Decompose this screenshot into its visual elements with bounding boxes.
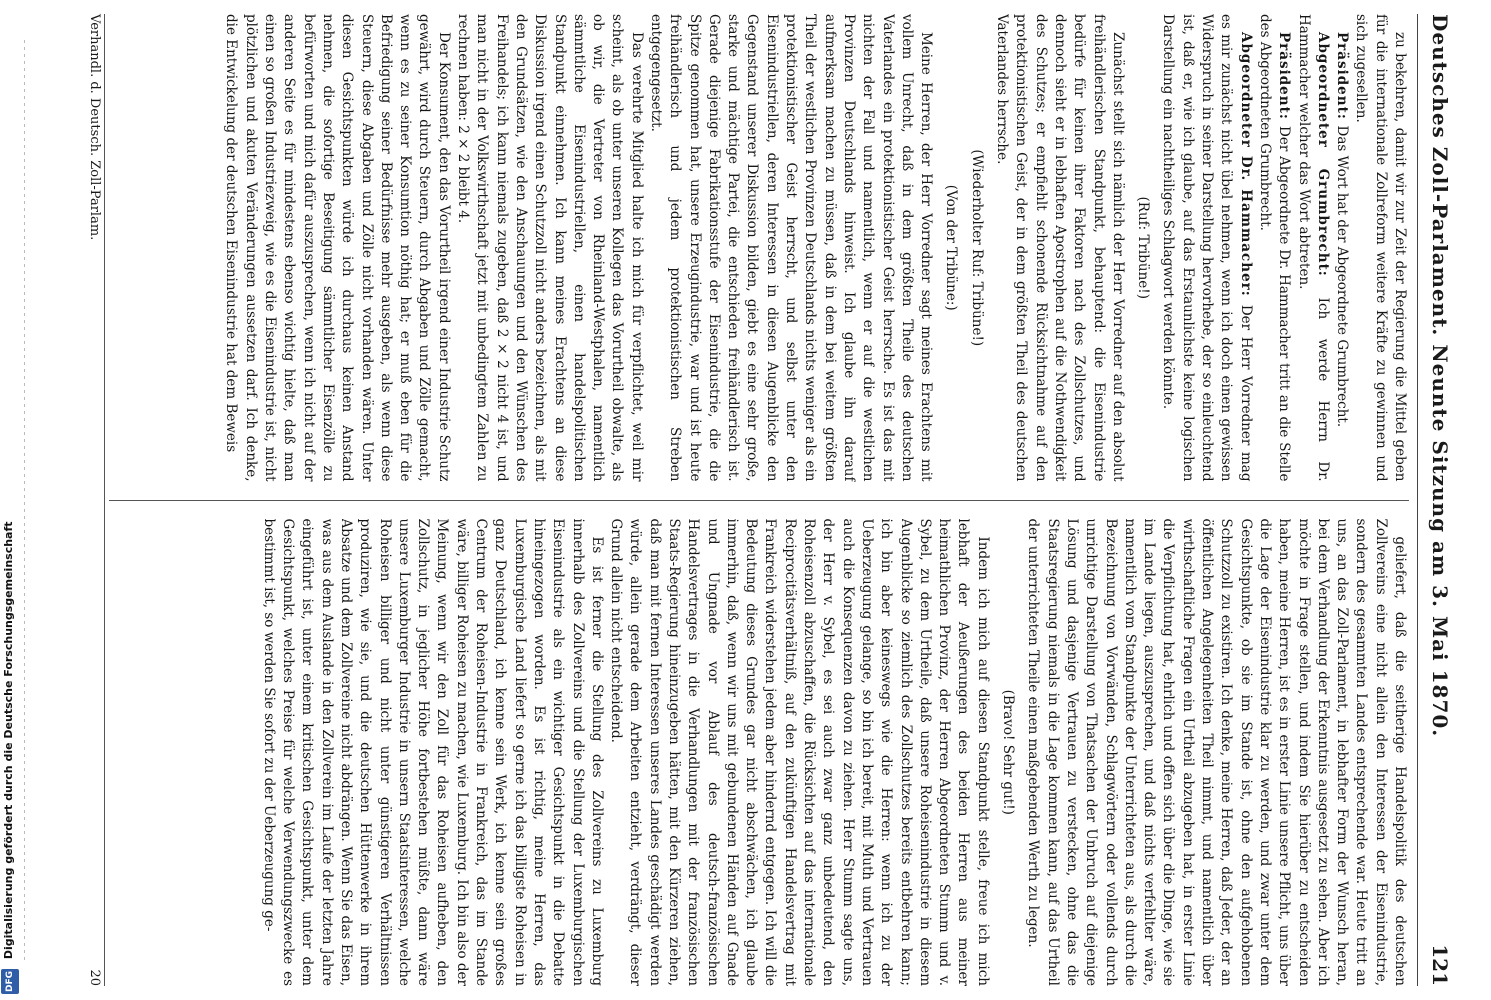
page-number: 121: [1428, 944, 1452, 986]
interjection: (Von der Tribüne:): [943, 184, 960, 311]
left-column: [109, 14, 1409, 482]
interjection: (Wiederholter Ruf: Tribüne!): [968, 149, 985, 347]
speech-paragraph: Präsident: Das Wort hat der Abgeordnete Grumbrecht.: [1334, 32, 1351, 428]
paragraph: zu bekehren, damit wir zur Zeit der Regierung die Mittel geben für die internationale Zollreform weitere Kräfte zu gewinnen und sich zugesellen.: [1353, 14, 1408, 482]
right-column: [109, 519, 1409, 987]
interjection: (Bravo! Sehr gut!): [1000, 689, 1017, 815]
page-footer: [87, 14, 105, 986]
speaker-name: Abgeordneter Grumbrecht:: [1314, 32, 1331, 298]
interjection: (Ruf: Tribüne!): [1135, 196, 1152, 299]
paragraph: geliefert, daß die seitherige Handelspolitik des deutschen Zollvereins eine nicht allein den Interessen der Eisenindustrie, sondern des gesammten Landes entsprechende war. Heute tritt an uns, an das Zoll-Parlament, in lebhafter Form der Wunsch heran, bei dem Verhandlung der Erkenntnis ausgesetzt zu sehen. Aber ich möchte in Frage stellen, und indem Sie hierüber zu entscheiden haben, meine Herren, ist es in erster Linie unsere Pflicht, uns über die Lage der Eisenindustrie klar zu werden, und zwar unter dem Gesichtspunkte, ob sie im Stande ist, ohne den aufgehobenen Schutzzoll zu existiren. Ich denke, meine Herren, daß Jeder, der an öffentlichen Angelegenheiten Theil nimmt, und namentlich über wirthschaftliche Fragen ein Urtheil abzugeben hat, in erster Linie die Verpflichtung hat, ehrlich und offen sich über die Dinge, wie sie im Lande liegen, auszusprechen, und daß nichts verfehlter wäre, namentlich vom Standpunkte der Unterrichteten aus, als durch die Bezeichnung von Vorwänden, Schlagwörtern oder vollends durch unrichtige Darstellung von Thatsachen der Unbruch auf diejenige Lösung und dasjenige Vertrauen zu verstecken, ohne das die Staatsregierung niemals in die Lage kommen kann, auf das Urtheil der unterrichteten Theile einen maßgebenden Werth zu legen.: [1025, 518, 1408, 986]
speech-paragraph: Abgeordneter Dr. Hammacher: Der Herr Vorredner mag es mir zunächst nicht übel nehmen, wenn ich doch einen gewissen Widerspruch in seiner Darstellung hervorhebe, der so einleuchtend ist, daß er, wie ich glaube, auf das Erstaunlichste keine logischen Darstellung ein nachtheiliges Schlagwort werden könnte.: [1160, 14, 1254, 482]
digitization-note: [0, 0, 18, 1000]
speaker-name: Präsident:: [1334, 32, 1351, 126]
digitization-text: Digitalisierung gefördert durch die Deutsche Forschungsgemeinschaft: [2, 521, 15, 960]
paragraph: Indem ich mich auf diesen Standpunkt stelle, freue ich mich lebhaft der Aeußerungen des beiden Herren aus meiner heimathlichen Provinz, der Herren Abgeordneten Stumm und v. Sybel, zu dem Urtheile, daß unsere Roheisenindustrie in diesem Augenblicke so ziemlich des Zollschutzes bereits entbehren kann; ich bin aber keineswegs wie die Herren: wenn ich zu der Ueberzeugung gelange, so bin ich bereit, mit Muth und Vertrauen auch die Konsequenzen davon zu ziehen. Herr Stumm sagte uns, der Herr v. Sybel, es sei auch zwar ganz unbedeutend, den Roheisenzoll abzuschaffen, die Rücksichten auf das internationale Reciprocitätsverhältniß, auf den zukünftigen Handelsvertrag mit Frankreich widerstehen jedem aber hindernd entgegen. Ich will die Bedeutung dieses Grundes gar nicht abschwächen, ich glaube immerhin, daß, wenn wir uns mit gebundenen Händen auf Gnade und Ungnade vor Ablauf des deutsch-französischen Handelsvertrages in die Verhandlungen mit der französischen Staats-Regierung hineinzugeben hätten, mit den Kürzeren ziehen, daß man mit fernen Interessen unseres Landes geschädigt werden würde, allein gerade dem Arbeiten entzieht, verdrängt, dieser Grund allein nicht entscheidend.: [608, 518, 991, 986]
footer-sheet-number: 20: [87, 969, 102, 986]
text-columns: [109, 14, 1409, 986]
footer-publication: Verhandl. d. Deutsch. Zoll-Parlam.: [87, 14, 102, 241]
speaker-name: Abgeordneter Dr. Hammacher:: [1237, 32, 1254, 305]
paragraph: Meine Herren, der Herr Vorredner sagt meines Erachtens mit vollem Unrecht, daß in dem größten Theile des deutschen Vaterlandes ein protektionistischer Geist herrsche. Es ist das mit nichten der Fall und namentlich, wenn er auf die westlichen Provinzen Deutschlands hinweist. Ich glaube ihn darauf aufmerksam machen zu müssen, daß in dem bei weitem größten Theil der westlichen Provinzen Deutschlands nichts weniger als ein protektionistischer Geist herrscht, und selbst unter den Eisenindustriellen, deren Interessen in diesen Augenblicke den Gegenstand unserer Diskussion bilden, giebt es eine sehr große, starke und mächtige Partei, die entschieden freihändlerisch ist. Gerade diejenige Fabrikationsstufe der Eisenindustrie, die die Spitze genommen hat, unsere Erzeugindustrie, war und ist heute freihändlerisch und jedem protektionistischen Streben entgegengesetzt.: [648, 14, 935, 482]
speaker-name: Präsident:: [1276, 32, 1293, 127]
paragraph: Das verehrte Mitglied halte ich mich für verpflichtet, weil mir scheint, als ob unter unseren Kollegen das Vorurtheil obwalte, als ob wir, die Vertreter von Rheinland-Westphalen, namentlich sämmtliche Eisenindustriellen, einen handelspolitischen Standpunkt einnehmen. Ich kann meines Erachtens an diese Diskussion irgend einen Schutzzoll nicht anders bezeichnen, als mit den Grundsätzen, wie den Anschauungen und den Wünschen des Freihandels; ich kann niemals zugeben, daß 2 × 2 nicht 4 ist, und man nicht in der Volkswirthschaft jetzt mit unbedingtem Zahlen zu rechnen haben: 2 × 2 bleibt 4.: [455, 14, 645, 482]
dfg-logo: DFG: [1, 969, 19, 994]
paragraph: Der Konsument, den das Vorurtheil irgend einer Industrie Schutz gewährt, wird durch Steuern, durch Abgaben und Zölle gemacht, wenn es zu seiner Konsumtion nöthig hat; er muß eben für die Befriedigung seiner Bedürfnisse mehr ausgeben, als wenn diese Steuern, diese Abgaben und Zölle nicht vorhanden wären. Unter diesen Gesichtspunkten würde ich durchaus keinen Anstand nehmen, die sofortige Beseitigung sämmtlicher Eisenzölle zu befürworten und mich dafür auszusprechen, wenn ich nicht auf der anderen Seite es für mindestens ebenso wichtig hielte, daß man einen so großen Industriezweig, wie es die Eisenindustrie ist, nicht plötzlichen und akuten Veränderungen aussetzen darf. Ich denke, die Entwickelung der deutschen Eisenindustrie hat dem Beweis: [223, 14, 452, 482]
column-divider: [109, 500, 1409, 501]
rotated-page-content: [60, 0, 1460, 1000]
paragraph: Zunächst stellt sich nämlich der Herr Vorredner auf den absolut freihändlerischen Standpunkt, behauptend: die Eisenindustrie bedürfe für keinen ihrer Faktoren nach des Zollschutzes, und dennoch sieht er in lebhaften Apostrophen auf die Nothwendigkeit des Schutzes; er empfiehlt schonende Rücksichtnahme auf den protektionistischen Geist, der in dem größten Theil des deutschen Vaterlandes herrsche.: [994, 14, 1126, 482]
page-title: Deutsches Zoll-Parlament. Neunte Sitzung am 3. Mai 1870.: [1428, 14, 1452, 738]
paragraph: Es ist ferner die Stellung des Zollvereins zu Luxemburg innerhalb des Zollvereins und die Stellung der Luxemburgischen Eisenindustrie als ein wichtiger Gesichtspunkt in die Debatte hineingezogen worden. Es ist richtig, meine Herren, das Luxemburgische Land liefert so gerne ich das billigste Roheisen in ganz Deutschland, ich kenne sein Werk, ich kenne sein großes Centrum der Roheisen-Industrie in Frankreich, das im Stande wäre, billiger Roheisen zu machen, wie Luxemburg. Ich bin also der Meinung, wenn wir den Zoll für das Roheisen aufheben, den Zollschutz, in jeglicher Höhe fortbestehen müßte, dann wäre unsere Luxemburger Industrie in unsern Staatsinteressen, welche Roheisen billiger und nicht unter günstigeren Verhältnissen produziren, wie sie, und die deutschen Hüttenwerke in ihrem Absatze und dem Zollvereine nicht abdrängen. Wenn Sie das Eisen, was aus dem Auslande in den Zollverein im Laufe der letzten Jahre eingeführt ist, unter einem kritischen Gesichtspunkt, unter dem Gesichtspunkt, welches Preise für welche Verwendungszwecke es bestimmt ist, so werden Sie sofort zu der Ueberzeugung ge-: [260, 518, 605, 986]
speech-paragraph: Abgeordneter Grumbrecht: Ich werde Herrn Dr. Hammacher welcher das Wort abtreten.: [1295, 14, 1331, 482]
speech-paragraph: Präsident: Der Abgeordnete Dr. Hammacher tritt an die Stelle des Abgeordneten Grumbrecht.: [1256, 14, 1293, 482]
page-header: [1417, 14, 1452, 986]
margin-line: [24, 40, 25, 960]
